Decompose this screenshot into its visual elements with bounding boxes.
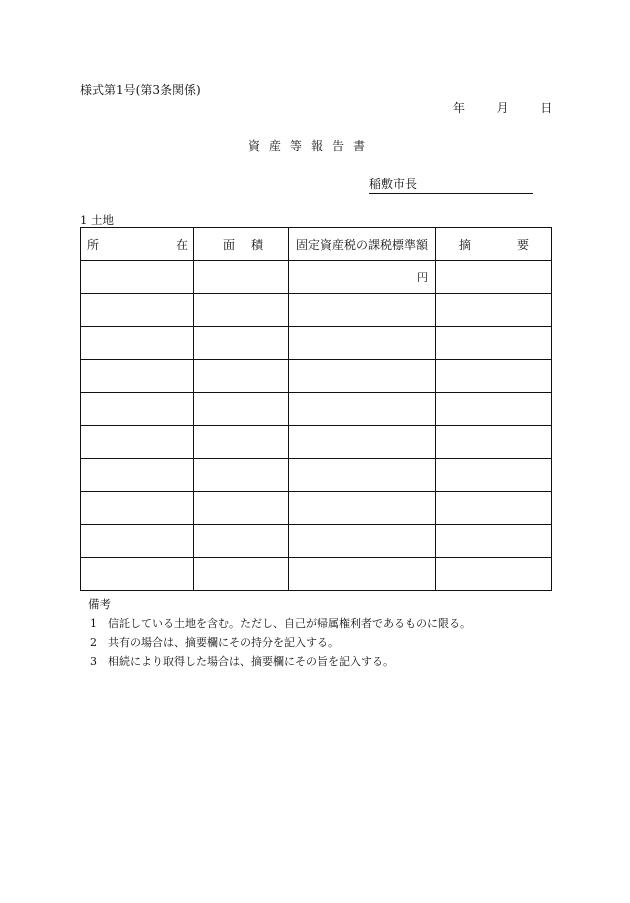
location-cell[interactable]	[81, 360, 194, 393]
notes-heading: 備考	[88, 597, 111, 611]
location-cell[interactable]	[81, 492, 194, 525]
location-cell[interactable]	[81, 426, 194, 459]
note-text: 相続により取得した場合は、摘要欄にその旨を記入する。	[108, 655, 394, 668]
area-cell[interactable]	[194, 294, 289, 327]
location-cell[interactable]	[81, 558, 194, 591]
note-text: 信託している土地を含む。ただし、自己が帰属権利者であるものに限る。	[108, 617, 471, 630]
table-row	[81, 360, 552, 393]
header-area: 面 積	[194, 228, 289, 261]
area-cell[interactable]	[194, 327, 289, 360]
note-number: 1	[90, 617, 97, 630]
note-item	[90, 653, 394, 669]
remarks-cell[interactable]	[436, 525, 552, 558]
remarks-cell[interactable]	[436, 492, 552, 525]
tax-value-cell[interactable]	[289, 525, 436, 558]
tax-value-cell[interactable]	[289, 426, 436, 459]
area-cell[interactable]	[194, 426, 289, 459]
date-day-label: 日	[540, 101, 553, 115]
table-row	[81, 261, 552, 294]
tax-value-cell[interactable]	[289, 327, 436, 360]
remarks-cell[interactable]	[436, 261, 552, 294]
area-cell[interactable]	[194, 360, 289, 393]
tax-value-cell[interactable]	[289, 558, 436, 591]
document-title: 資産等報告書	[248, 139, 375, 153]
location-cell[interactable]	[81, 261, 194, 294]
tax-value-cell[interactable]	[289, 459, 436, 492]
table-row	[81, 294, 552, 327]
table-row	[81, 426, 552, 459]
table-header-row	[81, 228, 552, 261]
area-cell[interactable]	[194, 459, 289, 492]
tax-value-cell[interactable]	[289, 393, 436, 426]
area-cell[interactable]	[194, 393, 289, 426]
table-row	[81, 525, 552, 558]
header-tax-value: 固定資産税の課税標準額	[289, 228, 436, 261]
location-cell[interactable]	[81, 525, 194, 558]
tax-value-cell[interactable]	[289, 360, 436, 393]
remarks-cell[interactable]	[436, 459, 552, 492]
form-number: 様式第1号(第3条関係)	[80, 83, 201, 97]
location-cell[interactable]	[81, 393, 194, 426]
location-cell[interactable]	[81, 327, 194, 360]
note-text: 共有の場合は、摘要欄にその持分を記入する。	[108, 636, 339, 649]
remarks-cell[interactable]	[436, 327, 552, 360]
note-item	[90, 634, 339, 650]
area-cell[interactable]	[194, 525, 289, 558]
area-cell[interactable]	[194, 558, 289, 591]
addressee-line: 稲敷市長	[369, 175, 533, 194]
tax-value-cell[interactable]	[289, 261, 436, 294]
remarks-cell[interactable]	[436, 426, 552, 459]
remarks-cell[interactable]	[436, 558, 552, 591]
date-line	[453, 99, 552, 116]
land-table	[80, 227, 552, 591]
table-row	[81, 558, 552, 591]
header-location: 所 在	[81, 228, 194, 261]
note-number: 3	[90, 655, 97, 668]
table-row	[81, 492, 552, 525]
remarks-cell[interactable]	[436, 393, 552, 426]
tax-value-cell[interactable]	[289, 492, 436, 525]
area-cell[interactable]	[194, 492, 289, 525]
yen-unit: 円	[417, 271, 428, 284]
date-year-label: 年	[453, 101, 466, 115]
remarks-cell[interactable]	[436, 294, 552, 327]
tax-value-cell[interactable]	[289, 294, 436, 327]
note-item	[90, 615, 471, 631]
location-cell[interactable]	[81, 294, 194, 327]
area-cell[interactable]	[194, 261, 289, 294]
table-row	[81, 393, 552, 426]
section-label: 1 土地	[80, 213, 114, 227]
table-row	[81, 327, 552, 360]
location-cell[interactable]	[81, 459, 194, 492]
remarks-cell[interactable]	[436, 360, 552, 393]
note-number: 2	[90, 636, 97, 649]
header-remarks: 摘 要	[436, 228, 552, 261]
date-month-label: 月	[496, 101, 509, 115]
table-row	[81, 459, 552, 492]
